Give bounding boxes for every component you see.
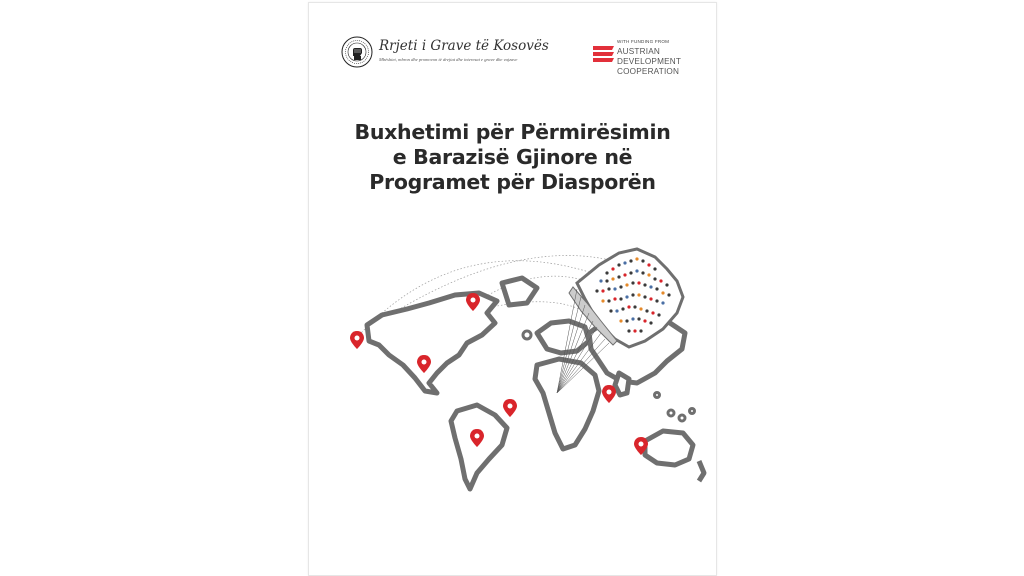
fist-logo-icon xyxy=(341,36,373,68)
title-line-3: Programet për Diasporën xyxy=(369,170,656,194)
org-name: Rrjeti i Grave të Kosovës xyxy=(379,38,549,54)
agency-line-3: COOPERATION xyxy=(617,67,680,76)
agency-line-1: AUSTRIAN xyxy=(617,47,660,56)
title-line-1: Buxhetimi për Përmirësimin xyxy=(354,120,671,144)
location-pin-icon xyxy=(503,399,517,417)
document-page xyxy=(308,2,717,576)
org-tagline: Mbështet, mbron dhe promovon të drejtat dhe interesat e grave dhe vajzave xyxy=(379,57,518,62)
location-pin-icon xyxy=(350,331,364,349)
title-line-2: e Barazisë Gjinore në xyxy=(392,145,633,169)
world-map-illustration xyxy=(337,223,717,503)
funder-logo xyxy=(593,39,703,79)
org-logo xyxy=(341,36,571,72)
location-pin-icon xyxy=(602,385,616,403)
document-title xyxy=(309,120,716,195)
funding-label: WITH FUNDING FROM xyxy=(617,39,670,44)
agency-line-2: DEVELOPMENT xyxy=(617,57,682,66)
austria-flag-icon xyxy=(593,46,614,62)
